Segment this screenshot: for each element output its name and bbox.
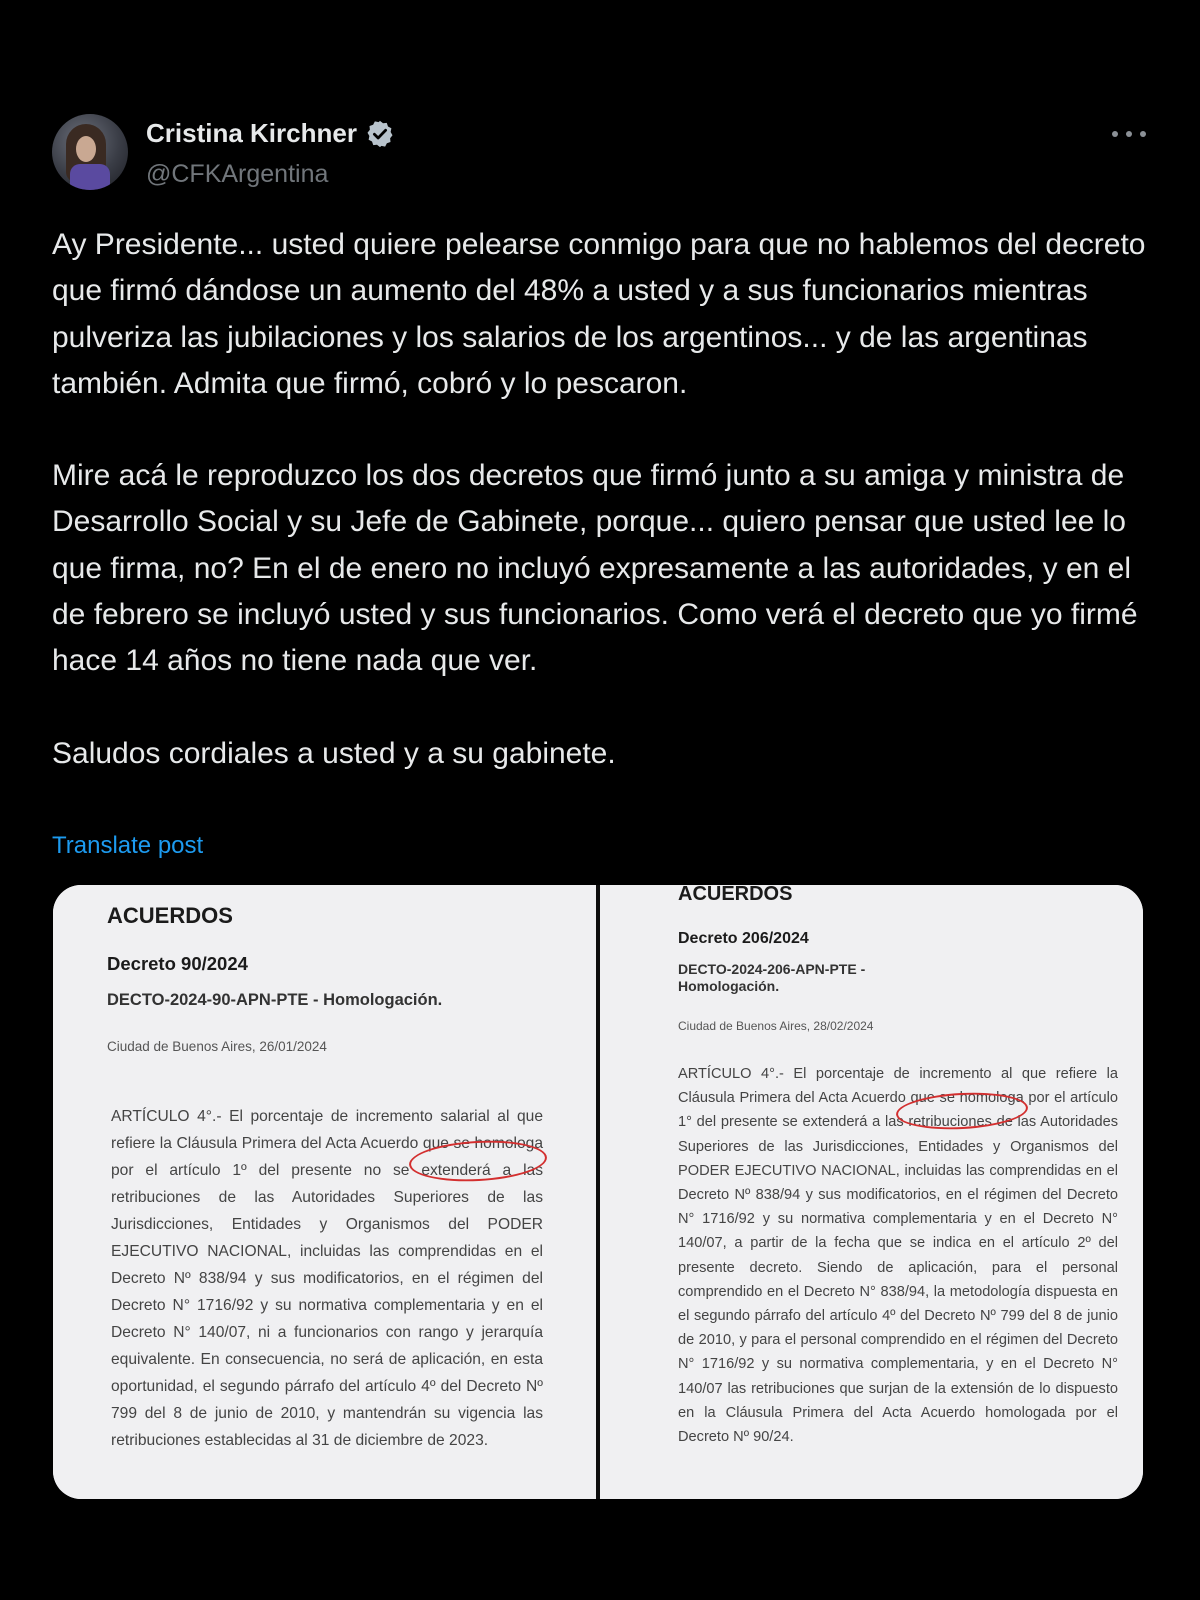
doc-article-end: a las retribuciones de las Autoridades Superiores de las Jurisdicciones, Entidades y Organismos del PODER EJECUTIVO NACIONAL, incluidas las comprendidas en el Decreto Nº 838/94 y sus modificatorios, en el régimen del Decreto N° 1716/92 y su normativa complementaria y en el Decreto N° 140/07, a partir de la fecha que se indica en el artículo 2º del presente decreto. Siendo de aplicación, para el personal comprendido en el Decreto N° 838/94, la metodología dispuesta en el segundo párrafo del artículo 4º del Decreto Nº 799 del 8 de junio de 2010, y para el personal comprendido en el régimen del Decreto N° 1716/92 y su normativa complementaria, y en el Decreto N° 140/07 las retribuciones que surjan de la extensión de lo dispuesto en la Cláusula Primera del Acta Acuerdo homologada por el Decreto Nº 90/24. [678, 1114, 1118, 1446]
more-options-icon[interactable] [1112, 126, 1146, 142]
decree-document-1 [53, 885, 596, 1499]
author-name[interactable]: Cristina Kirchner [146, 118, 357, 148]
author-name-row[interactable] [146, 118, 395, 149]
more-dot [1112, 131, 1118, 137]
avatar-face [76, 136, 96, 162]
doc-article-text [678, 1062, 1118, 1449]
tweet-paragraph: Saludos cordiales a usted y a su gabinete. [52, 736, 616, 770]
doc-article-start: ARTÍCULO 4°.- El porcentaje de incremento salarial al que refiere la Cláusula Primera del Acta Acuerdo que se homologa por el artículo 1º del presente [111, 1108, 543, 1179]
doc-section-title: ACUERDOS [678, 885, 793, 905]
doc-decree-code: DECTO-2024-90-APN-PTE - Homologación. [107, 991, 443, 1009]
more-dot [1126, 131, 1132, 137]
doc-article-start: ARTÍCULO 4°.- El porcentaje de incremento al que refiere la Cláusula Primera del Acta Acuerdo que se homologa por el artículo 1° del presente [678, 1066, 1118, 1131]
decree-document-2 [596, 885, 1143, 1499]
tweet-text [52, 222, 1162, 777]
tweet-paragraph: Mire acá le reproduzco los dos decretos que firmó junto a su amiga y ministra de Desarrollo Social y su Jefe de Gabinete, porque... quiero pensar que usted lee lo que firma, no? En el de enero no incluyó expresamente a las autoridades, y en el de febrero se incluyó usted y sus funcionarios. Como verá el decreto que yo firmé hace 14 años no tiene nada que ver. [52, 459, 1138, 678]
doc-decree-code: DECTO-2024-206-APN-PTE - Homologación. [678, 961, 866, 994]
tweet-paragraph: Ay Presidente... usted quiere pelearse conmigo para que no hablemos del decreto que firmó dándose un aumento del 48% a usted y a sus funcionarios mientras pulveriza las jubilaciones y los salarios de los argentinos... y de las argentinas también. Admita que firmó, cobró y lo pescaron. [52, 228, 1146, 400]
doc-decree-number: Decreto 90/2024 [107, 953, 248, 974]
avatar-clothing [70, 164, 110, 190]
doc-article-highlight: no se extenderá [363, 1162, 491, 1179]
doc-article-highlight: se extenderá [782, 1114, 868, 1131]
verified-badge-icon [365, 119, 395, 149]
more-dot [1140, 131, 1146, 137]
translate-post-link[interactable]: Translate post [52, 832, 204, 859]
doc-article-end: a las retribuciones de las Autoridades Superiores de las Jurisdicciones, Entidades y Organismos del PODER EJECUTIVO NACIONAL, incluidas las comprendidas en el Decreto Nº 838/94 y sus modificatorios, en el régimen del Decreto N° 1716/92 y su normativa complementaria y en el Decreto N° 140/07, ni a funcionarios con rango y jerarquía equivalente. En consecuencia, no será de aplicación, en esta oportunidad, el segundo párrafo del artículo 4º del Decreto Nº 799 del 8 de junio de 2010, y mantendrán su vigencia las retribuciones establecidas al 31 de diciembre de 2023. [111, 1162, 543, 1449]
author-handle[interactable]: @CFKArgentina [146, 160, 329, 188]
doc-section-title: ACUERDOS [107, 903, 233, 928]
avatar[interactable] [52, 114, 128, 190]
doc-city-date: Ciudad de Buenos Aires, 26/01/2024 [107, 1039, 327, 1054]
doc-decree-number: Decreto 206/2024 [678, 930, 809, 947]
doc-city-date: Ciudad de Buenos Aires, 28/02/2024 [678, 1019, 874, 1033]
tweet-media[interactable] [53, 885, 1143, 1499]
